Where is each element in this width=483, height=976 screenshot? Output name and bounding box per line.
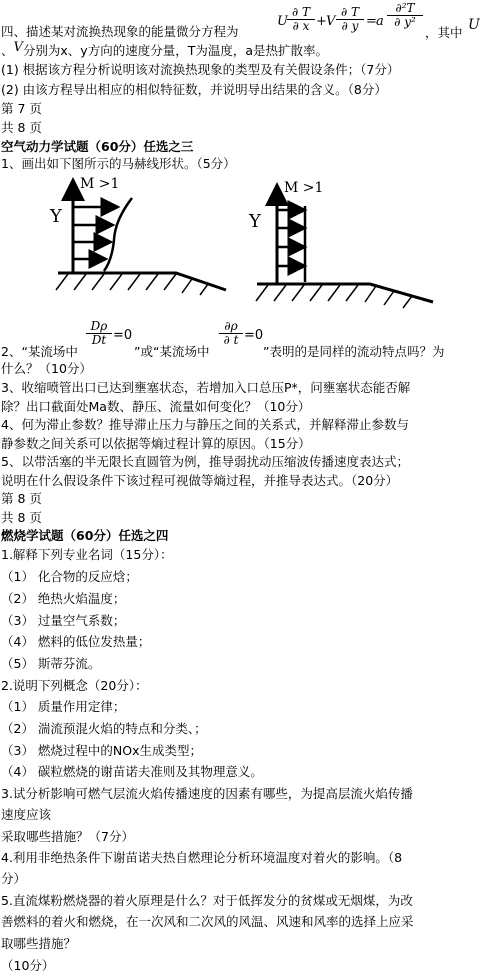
q4-line2-text: 分别为x、y方向的速度分量，T为温度，a是热扩散率。 — [22, 43, 328, 58]
q4-line2 — [1, 42, 328, 60]
eq-frac-3-num: ∂²T — [387, 2, 423, 16]
comb-q1-item: （5） 斯蒂芬流。 — [1, 656, 101, 671]
comb-q1: 1.解释下列专业名词（15分）： — [1, 547, 173, 562]
q4-sub1: (1) 根据该方程分析说明该对流换热现象的类型及有关假设条件；（7分） — [1, 62, 400, 77]
aero-q2-start: 2、“某流场中 — [1, 344, 78, 359]
q4-line2-start: 、 — [1, 43, 14, 58]
right-mach-label: M >1 — [284, 180, 324, 196]
aero-q2-frac-1-num: Dρ — [86, 320, 112, 334]
aero-q2-eq-2: =0 — [244, 328, 264, 343]
page-number-8: 第 8 页 — [1, 491, 42, 506]
q4-suffix-u: U — [468, 17, 480, 33]
comb-q3-line3: 采取哪些措施？（7分） — [1, 829, 134, 844]
aero-q2-line2: 什么？（10分） — [1, 361, 92, 376]
eq-frac-2-num: ∂ T — [336, 6, 364, 20]
left-velocity-profile — [104, 198, 132, 271]
right-wall-surface — [257, 284, 433, 302]
eq-frac-1 — [287, 6, 315, 33]
comb-q2-item: （4） 碳粒燃烧的谢苗诺夫准则及其物理意义。 — [1, 764, 263, 779]
left-wall-surface — [58, 273, 226, 290]
comb-q1-item: （4） 燃料的低位发热量； — [1, 634, 151, 649]
comb-q5-line4: （10分） — [1, 958, 55, 973]
left-mach-label: M >1 — [80, 176, 120, 192]
q4-line2-v: V — [13, 40, 23, 55]
eq-frac-1-den: ∂ x — [292, 19, 310, 33]
comb-q5-line3: 取哪些措施？ — [1, 936, 77, 951]
aero-q2-frac-1-den: Dt — [91, 333, 107, 347]
eq-frac-2-den: ∂ y — [341, 19, 359, 33]
aero-q2-eq-1: =0 — [113, 328, 133, 343]
comb-q2-item: （1） 质量作用定律； — [1, 699, 126, 714]
aero-q2-frac-2-den: ∂ t — [223, 333, 239, 347]
eq-frac-3 — [387, 2, 423, 29]
aero-q5-line2: 说明在什么假设条件下该过程可视做等熵过程，并推导表达式。（20分） — [1, 473, 399, 488]
right-wall-diagram — [248, 180, 433, 308]
comb-q1-item: （2） 绝热火焰温度； — [1, 591, 126, 606]
comb-q3-line1: 3.试分析影响可燃气层流火焰传播速度的因素有哪些，为提高层流火焰传播 — [1, 786, 413, 801]
aero-q2-frac-2 — [219, 320, 243, 347]
eq-u: U — [277, 14, 288, 29]
q4-prefix: 四、描述某对流换热现象的能量微分方程为 — [1, 24, 239, 39]
aero-q2-end: ”表明的是同样的流动特点吗？为 — [263, 344, 445, 359]
comb-q2-item: （3） 燃烧过程中的NOx生成类型； — [1, 743, 203, 758]
aero-q3-line2: 除？出口截面处Ma数、静压、流量如何变化？（10分） — [1, 399, 311, 414]
mach-figure — [0, 170, 483, 345]
page-total-b: 共 8 页 — [1, 510, 42, 525]
eq-frac-1-num: ∂ T — [287, 6, 315, 20]
aero-q2-frac-2-num: ∂ρ — [219, 320, 243, 334]
eq-equals: = — [366, 14, 377, 29]
eq-frac-2 — [336, 6, 364, 33]
page-number-7: 第 7 页 — [1, 101, 42, 116]
comb-q1-item: （3） 过量空气系数； — [1, 613, 126, 628]
left-y-label: Y — [50, 206, 62, 227]
eq-a: a — [376, 14, 384, 29]
comb-q1-item: （1） 化合物的反应焓； — [1, 569, 138, 584]
eq-plus: + — [316, 14, 327, 29]
eq-frac-3-den: ∂ y² — [394, 15, 416, 29]
aero-q3-line1: 3、收缩喷管出口已达到壅塞状态，若增加入口总压P*，问壅塞状态能否解 — [1, 380, 411, 395]
aero-q1: 1、画出如下图所示的马赫线形状。（5分） — [1, 156, 236, 171]
comb-q4-line2: 分） — [1, 871, 27, 886]
comb-q5-line2: 善燃料的着火和燃烧，在一次风和二次风的风温、风速和风率的选择上应采 — [1, 914, 414, 929]
page-total-a: 共 8 页 — [1, 120, 42, 135]
aero-q4-line2: 静参数之间关系可以依据等熵过程计算的原因。（15分） — [1, 436, 311, 451]
comb-q3-line2: 速度应该 — [1, 807, 52, 822]
comb-q2-item: （2） 湍流预混火焰的特点和分类、； — [1, 721, 207, 736]
aero-q4-line1: 4、何为滞止参数？推导滞止压力与静压之间的关系式，并解释滞止参数与 — [1, 417, 409, 432]
eq-v: V — [326, 14, 336, 29]
aero-q2-frac-1 — [86, 320, 112, 347]
q4-suffix: ，其中 — [425, 25, 463, 40]
section-comb-title: 燃烧学试题（60分）任选之四 — [1, 528, 169, 543]
left-wall-diagram — [49, 176, 226, 295]
comb-q4-line1: 4.利用非绝热条件下谢苗诺夫热自燃理论分析环境温度对着火的影响。（8 — [1, 850, 403, 865]
right-y-label: Y — [249, 211, 261, 232]
section-aero-title: 空气动力学试题（60分）任选之三 — [1, 139, 194, 154]
comb-q2: 2.说明下列概念（20分）： — [1, 678, 148, 693]
comb-q5-line1: 5.直流煤粉燃烧器的着火原理是什么？对于低挥发分的贫煤或无烟煤，为改 — [1, 893, 413, 908]
aero-q5-line1: 5、以带活塞的半无限长直圆管为例，推导弱扰动压缩波传播速度表达式； — [1, 454, 409, 469]
q4-sub2: (2) 由该方程导出相应的相似特征数，并说明导出结果的含义。（8分） — [1, 82, 387, 97]
aero-q2-mid: ”或“某流场中 — [134, 344, 210, 359]
